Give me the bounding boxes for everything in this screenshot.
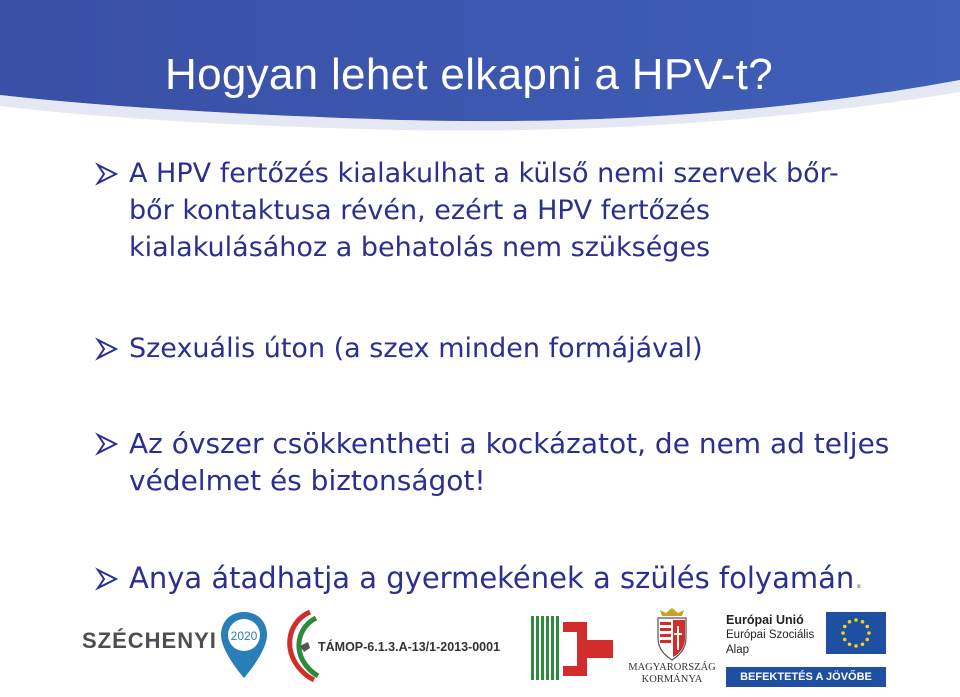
bullet-line-text: Anya átadhatja a gyermekének a szülés folyamán xyxy=(129,561,855,595)
eu-flag-icon xyxy=(826,612,886,654)
bullet-line: kialakulásához a behatolás nem szükséges xyxy=(129,232,711,263)
eu-star-icon xyxy=(861,642,865,646)
trailing-dot: . xyxy=(854,561,864,595)
hungarian-government-label xyxy=(628,662,716,686)
eu-star-icon xyxy=(848,620,852,624)
health-cross-logo-icon xyxy=(527,612,619,684)
eu-fund-label: Európai Szociális xyxy=(726,629,815,641)
eu-star-icon xyxy=(865,625,869,629)
bullet-line: bőr kontaktusa révén, ezért a HPV fertőzés xyxy=(129,195,710,226)
arrow-bullet-icon xyxy=(95,432,119,456)
bullet-mother-child xyxy=(95,560,864,597)
kormany-line-2: KORMÁNYA xyxy=(641,674,703,685)
szechenyi-logo xyxy=(82,628,217,654)
eu-star-icon xyxy=(854,644,858,648)
szechenyi-label: SZÉCHENYI xyxy=(82,628,217,653)
bullet-skin-contact xyxy=(95,155,839,266)
arrow-bullet-icon xyxy=(95,337,119,361)
eu-star-icon xyxy=(841,631,845,635)
bullet-condom xyxy=(95,425,889,499)
szechenyi-2020-pin-icon xyxy=(218,608,270,688)
eu-star-icon xyxy=(843,625,847,629)
eu-star-icon xyxy=(854,618,858,622)
eu-star-icon xyxy=(861,620,865,624)
arrow-bullet-icon xyxy=(95,567,119,591)
arrow-bullet-icon xyxy=(95,162,119,186)
szechenyi-year: 2020 xyxy=(230,629,258,643)
eu-star-icon xyxy=(843,638,847,642)
slide-title: Hogyan lehet elkapni a HPV-t? xyxy=(165,50,773,99)
bullet-line: védelmet és biztonságot! xyxy=(129,464,486,497)
bullet-line: Az óvszer csökkentheti a kockázatot, de nem ad teljes xyxy=(129,427,890,460)
bullet-line: Szexuális úton (a szex minden formájával) xyxy=(129,333,703,364)
hungarian-coat-of-arms-icon xyxy=(652,606,692,662)
eu-star-icon xyxy=(867,631,871,635)
eu-star-icon xyxy=(865,638,869,642)
kormany-line-1: MAGYARORSZÁG xyxy=(628,662,716,673)
tamop-code: TÁMOP-6.1.3.A-13/1-2013-0001 xyxy=(318,640,501,654)
eu-fund-text xyxy=(726,613,814,658)
bullet-sexual-route xyxy=(95,330,703,367)
eu-star-icon xyxy=(848,642,852,646)
eu-investment-banner: BEFEKTETÉS A JÖVŐBE xyxy=(726,667,886,687)
eu-union-label: Európai Unió xyxy=(726,613,804,627)
bullet-line: A HPV fertőzés kialakulhat a külső nemi szervek bőr- xyxy=(129,158,839,189)
eu-alap-label: Alap xyxy=(726,644,750,656)
bullet-line xyxy=(129,560,864,597)
